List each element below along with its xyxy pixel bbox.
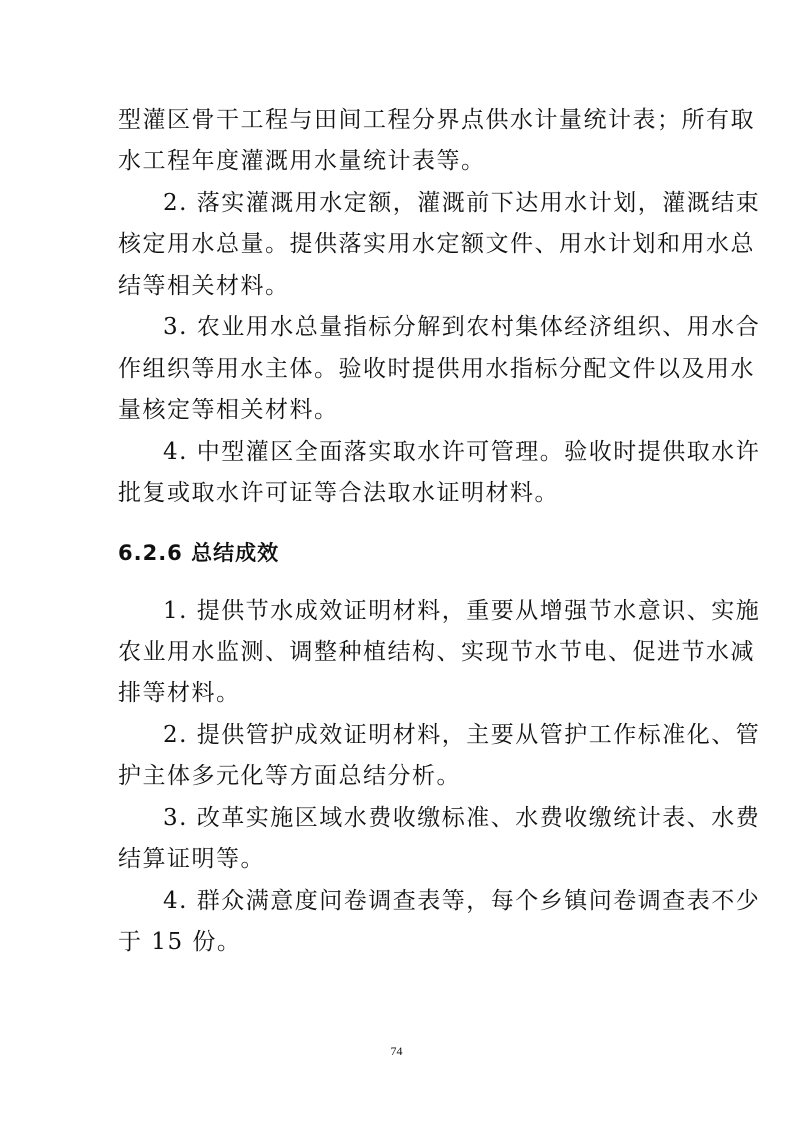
text-line: 量核定等相关材料。 <box>118 397 339 423</box>
text-line: 4. 中型灌区全面落实取水许可管理。验收时提供取水许 <box>163 439 761 465</box>
text-line: 农业用水监测、调整种植结构、实现节水节电、促进节水减 <box>118 639 755 665</box>
text-line: 核定用水总量。提供落实用水定额文件、用水计划和用水总 <box>118 231 755 257</box>
text-line: 作组织等用水主体。验收时提供用水指标分配文件以及用水 <box>118 356 755 382</box>
text-line: 水工程年度灌溉用水量统计表等。 <box>118 148 486 174</box>
text-line: 排等材料。 <box>118 680 241 706</box>
text-line: 4. 群众满意度问卷调查表等，每个乡镇问卷调查表不少 <box>163 888 761 914</box>
text-line: 结算证明等。 <box>118 846 265 872</box>
text-line: 于 15 份。 <box>118 929 242 955</box>
text-line: 型灌区骨干工程与田间工程分界点供水计量统计表；所有取 <box>118 107 755 133</box>
text-line: 结等相关材料。 <box>118 273 290 299</box>
text-line: 3. 农业用水总量指标分解到农村集体经济组织、用水合 <box>163 314 761 340</box>
section-heading: 6.2.6 总结成效 <box>118 541 280 565</box>
text-line: 批复或取水许可证等合法取水证明材料。 <box>118 480 559 506</box>
text-line: 2. 落实灌溉用水定额，灌溉前下达用水计划，灌溉结束 <box>163 190 761 216</box>
page-number: 74 <box>390 1044 403 1058</box>
text-line: 2. 提供管护成效证明材料，主要从管护工作标准化、管 <box>163 722 761 748</box>
text-line: 3. 改革实施区域水费收缴标准、水费收缴统计表、水费 <box>163 805 761 831</box>
text-line: 1. 提供节水成效证明材料，重要从增强节水意识、实施 <box>163 598 761 624</box>
text-line: 护主体多元化等方面总结分析。 <box>118 763 461 789</box>
